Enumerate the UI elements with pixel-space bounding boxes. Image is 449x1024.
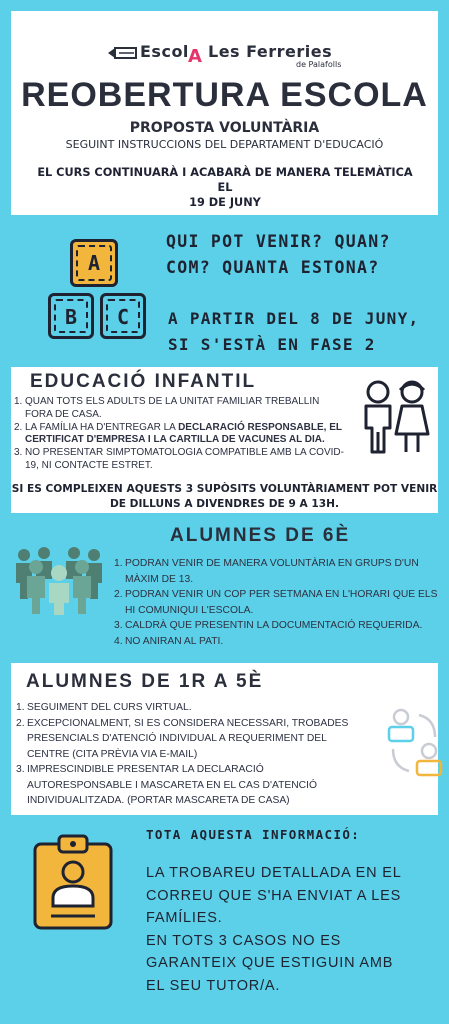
subtitle-instructions: SEGUINT INSTRUCCIONS DEL DEPARTAMENT D'EDUCACIÓ [65, 138, 384, 151]
item-bold-text: DECLARACIÓ RESPONSABLE, EL CERTIFICAT D'EMPRESA I LA CARTILLA DE VACUNES AL DIA. [25, 421, 342, 446]
sixth-heading: ALUMNES DE 6È [170, 525, 351, 546]
logo-text-a: A [188, 46, 203, 67]
footer-line-2: DE DILLUNS A DIVENDRES DE 9 A 13H. [109, 498, 340, 510]
item-text: IMPRESCINDIBLE PRESENTAR LA DECLARACIÓ AUTORESPONSABLE I MASCARETA EN EL CAS D'ATENCIÓ INDIVIDUALITZADA. (PORTAR MASCARETA DE CASA) [27, 764, 317, 806]
item-text: LA FAMÍLIA HA D'ENTREGAR LA [25, 421, 179, 433]
item-text: QUAN TOTS ELS ADULTS DE LA UNITAT FAMILIAR TREBALLIN FORA DE CASA. [25, 396, 320, 420]
primary-list [16, 700, 356, 809]
users-exchange-icon [385, 705, 443, 783]
infantil-list [14, 396, 344, 473]
list-item [16, 762, 356, 809]
info-line-2: CORREU QUE S'HA ENVIAT A LES [146, 887, 402, 904]
school-logo [108, 40, 348, 72]
notice-line-1: EL CURS CONTINUARÀ I ACABARÀ DE MANERA TELEMÀTICA EL [37, 166, 413, 194]
children-icon [356, 376, 436, 456]
list-item [114, 634, 438, 650]
when-question [166, 229, 391, 281]
notice-line-2: 19 DE JUNY [189, 196, 261, 209]
item-number: 1. [14, 396, 23, 407]
id-badge-icon [33, 834, 113, 930]
info-line-5: GARANTEIX QUE ESTIGUIN AMB [146, 955, 394, 971]
list-item [114, 618, 438, 634]
item-number: 1. [16, 702, 25, 713]
abc-icon [48, 237, 158, 347]
item-text: EXCEPCIONALMENT, SI ES CONSIDERA NECESSARI, TROBADES PRESENCIALS D'ATENCIÓ INDIVIDUAL A REQUERIMENT DEL CENTRE (CITA PRÈVIA VIA E-MAIL) [27, 717, 349, 760]
answer-line-1: A PARTIR DEL 8 DE JUNY, [168, 309, 420, 328]
logo-text-ferreries: Les Ferreries [208, 42, 333, 61]
primary-heading: ALUMNES DE 1R A 5È [26, 671, 264, 692]
list-item [16, 716, 356, 763]
sixth-list [114, 556, 438, 649]
item-text: NO ANIRAN AL PATI. [125, 635, 224, 647]
logo-text-palafolls: de Palafolls [296, 60, 342, 69]
item-text: NO PRESENTAR SIMPTOMATOLOGIA COMPATIBLE AMB LA COVID-19, NI CONTACTE ESTRET. [25, 447, 344, 471]
list-item [114, 587, 438, 618]
group-people-icon [12, 545, 106, 615]
item-number: 3. [114, 620, 123, 631]
item-text: PODRAN VENIR DE MANERA VOLUNTÀRIA EN GRUPS D'UN MÀXIM DE 13. [125, 558, 419, 585]
infantil-heading: EDUCACIÓ INFANTIL [30, 371, 257, 392]
info-text [146, 862, 402, 997]
list-item [14, 422, 344, 448]
tile-b: B [64, 305, 78, 329]
item-number: 4. [114, 635, 123, 647]
item-text: PODRAN VENIR UN COP PER SETMANA EN L'HORARI QUE ELS HI COMUNIQUI L'ESCOLA. [125, 589, 438, 616]
question-line-2: COM? QUANTA ESTONA? [166, 258, 380, 277]
subtitle: PROPOSTA VOLUNTÀRIA [129, 120, 320, 136]
footer-line-1: SI ES COMPLEIXEN AQUESTS 3 SUPÒSITS VOLUNTÀRIAMENT POT VENIR [11, 483, 438, 495]
pencil-icon [108, 46, 138, 60]
tile-a: A [87, 251, 101, 275]
info-heading: TOTA AQUESTA INFORMACIÓ: [146, 827, 361, 842]
list-item [16, 700, 356, 716]
list-item [114, 556, 438, 587]
item-number: 3. [14, 447, 23, 459]
page-title: REOBERTURA ESCOLA [21, 76, 428, 114]
notice [30, 165, 420, 210]
item-number: 1. [114, 558, 123, 569]
infantil-footer [0, 482, 449, 512]
list-item [14, 447, 344, 473]
answer-line-2: SI S'ESTÀ EN FASE 2 [168, 335, 376, 354]
info-line-4: EN TOTS 3 CASOS NO ES [146, 932, 342, 949]
question-line-1: QUI POT VENIR? QUAN? [166, 232, 391, 251]
info-line-3: FAMÍLIES. [146, 910, 223, 926]
item-text: SEGUIMENT DEL CURS VIRTUAL. [27, 702, 192, 713]
item-number: 2. [14, 421, 23, 433]
tile-c: C [116, 305, 130, 329]
list-item [14, 396, 344, 422]
item-text: CALDRÀ QUE PRESENTIN LA DOCUMENTACIÓ REQUERIDA. [125, 620, 423, 631]
when-answer [168, 306, 419, 358]
info-line-1: LA TROBAREU DETALLADA EN EL [146, 865, 402, 881]
item-number: 2. [16, 717, 25, 729]
info-line-6: EL SEU TUTOR/A. [146, 977, 281, 994]
item-number: 2. [114, 589, 123, 600]
logo-text-escola: Escol [140, 42, 189, 61]
item-number: 3. [16, 764, 25, 775]
